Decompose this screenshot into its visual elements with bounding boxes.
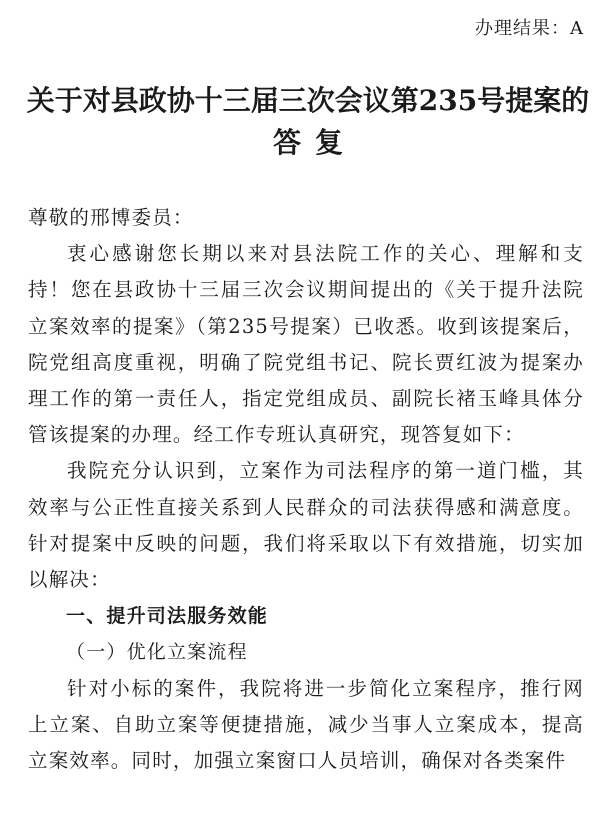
subsection-heading: （一）优化立案流程	[66, 641, 248, 664]
paragraph-thanks: 衷心感谢您长期以来对县法院工作的关心、理解和支持！您在县政协十三届三次会议期间提出的《关于提升法院立案效率的提案》（第235号提案）已收悉。收到该提案后，院党组高度重视，明确了院党组书记、院长贾红波为提案办理工作的第一责任人，指定党组成员、副院长褚玉峰具体分管该提案的办理。经工作专班认真研究，现答复如下：	[28, 242, 584, 447]
letter-body	[28, 200, 584, 779]
document-title	[0, 80, 616, 164]
paragraph-measures-intro: 我院充分认识到，立案作为司法程序的第一道门槛，其效率与公正性直接关系到人民群众的司法获得感和满意度。针对提案中反映的问题，我们将采取以下有效措施，切实加以解决：	[28, 459, 584, 592]
title-line-1: 关于对县政协十三届三次会议第235号提案的	[26, 84, 590, 117]
title-line-2: 答复	[272, 126, 357, 159]
paragraph-process: 针对小标的案件，我院将进一步简化立案程序，推行网上立案、自助立案等便捷措施，减少当事人立案成本，提高立案效率。同时，加强立案窗口人员培训，确保对各类案件	[28, 676, 584, 773]
section-heading: 一、提升司法服务效能	[66, 605, 269, 628]
handling-result-label: 办理结果：A	[475, 18, 584, 39]
salutation: 尊敬的邢博委员：	[28, 206, 194, 229]
